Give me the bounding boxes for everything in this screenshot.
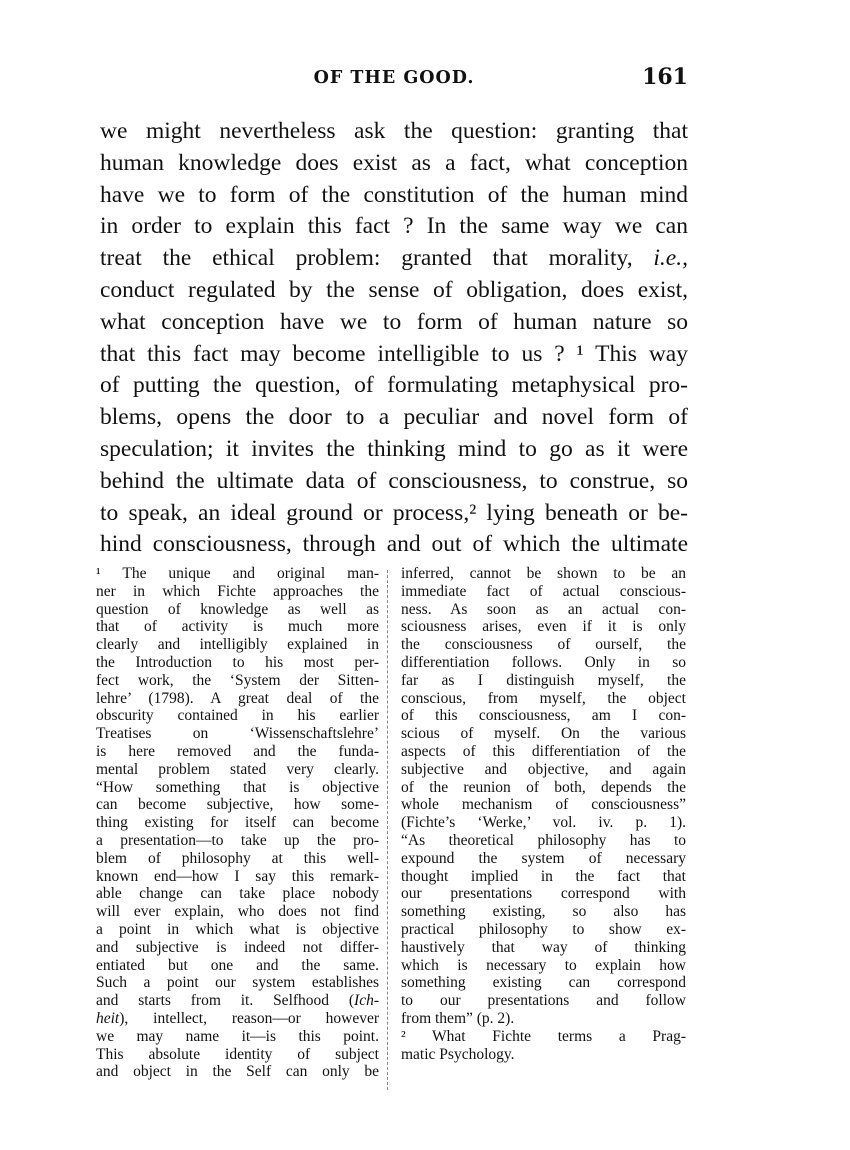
footnote-line: can become subjective, how some-	[96, 796, 379, 814]
footnote-line: matic Psychology.	[401, 1045, 515, 1063]
text-line: we might nevertheless ask the question: granting that	[100, 118, 688, 144]
footnote-line: known end—how I say this remark-	[96, 867, 379, 885]
text-line: speculation; it invites the thinking mind to go as it were	[100, 435, 688, 462]
footnotes-left-column	[96, 565, 379, 1081]
footnote-line: ² What Fichte terms a Prag-	[401, 1027, 686, 1045]
main-text	[100, 116, 688, 561]
column-divider	[387, 570, 388, 1090]
text-line: behind the ultimate data of consciousness, to construe, so	[100, 467, 688, 494]
text-line: to speak, an ideal ground or process,² lying beneath or be-	[100, 499, 688, 526]
footnote-line: obscurity contained in his earlier	[96, 707, 379, 725]
footnote-line: ness. As soon as an actual con-	[401, 600, 686, 618]
footnote-line: whole mechanism of consciousness”	[401, 796, 686, 814]
footnote-line: expound the system of necessary	[401, 849, 686, 867]
footnote-line: scious of myself. On the various	[401, 725, 686, 743]
footnote-line: thing existing for itself can become	[96, 814, 379, 832]
footnote-line: something existing can correspond	[401, 974, 686, 992]
footnote-line: (Fichte’s ‘Werke,’ vol. iv. p. 1).	[401, 814, 686, 832]
text-line: treat the ethical problem: granted that morality, i.e.,	[100, 245, 688, 272]
footnote-line: heit), intellect, reason—or however	[96, 1009, 379, 1027]
footnote-line: lehre’ (1798). A great deal of the	[96, 689, 379, 707]
footnote-line: conscious, from myself, the object	[401, 689, 686, 707]
footnote-line: we may name it—is this point.	[96, 1027, 379, 1045]
footnotes-right-column	[401, 565, 686, 1063]
footnote-line: ¹ The unique and original man-	[96, 565, 379, 582]
footnote-line: and starts from it. Selfhood (Ich-	[96, 992, 379, 1010]
footnote-line: blem of philosophy at this well-	[96, 849, 379, 867]
footnote-line: thought implied in the fact that	[401, 867, 686, 885]
footnote-line: “As theoretical philosophy has to	[401, 831, 686, 849]
footnote-line: a presentation—to take up the pro-	[96, 831, 379, 849]
footnote-line: question of knowledge as well as	[96, 600, 379, 618]
text-line: in order to explain this fact ? In the same way we can	[100, 213, 688, 240]
footnote-line: able change can take place nobody	[96, 885, 379, 903]
footnote-line: will ever explain, who does not find	[96, 903, 379, 921]
footnote-line: of this consciousness, am I con-	[401, 707, 686, 725]
text-line: what conception have we to form of human nature so	[100, 308, 688, 335]
footnote-line: ner in which Fichte approaches the	[96, 582, 379, 600]
footnote-line: inferred, cannot be shown to be an	[401, 565, 686, 582]
text-line: of putting the question, of formulating metaphysical pro-	[100, 372, 688, 399]
footnote-line: “How something that is objective	[96, 778, 379, 796]
footnote-line: that of activity is much more	[96, 618, 379, 636]
footnote-line: differentiation follows. Only in so	[401, 653, 686, 671]
footnote-line: the consciousness of ourself, the	[401, 636, 686, 654]
text-line: that this fact may become intelligible to us ? ¹ This way	[100, 340, 688, 367]
footnote-line: our presentations correspond with	[401, 885, 686, 903]
footnote-line: clearly and intelligibly explained in	[96, 636, 379, 654]
text-line: have we to form of the constitution of the human mind	[100, 181, 688, 208]
text-line: blems, opens the door to a peculiar and novel form of	[100, 404, 688, 431]
text-line: hind consciousness, through and out of which the ultimate	[100, 531, 688, 558]
footnote-line: immediate fact of actual conscious-	[401, 582, 686, 600]
footnote-line: from them” (p. 2).	[401, 1009, 515, 1027]
footnote-line: This absolute identity of subject	[96, 1045, 379, 1063]
footnote-line: the Introduction to his most per-	[96, 653, 379, 671]
footnote-line: practical philosophy to show ex-	[401, 920, 686, 938]
running-title: OF THE GOOD.	[313, 68, 475, 88]
footnote-line: to our presentations and follow	[401, 992, 686, 1010]
text-line: human knowledge does exist as a fact, what conception	[100, 149, 688, 176]
footnote-line: Such a point our system establishes	[96, 974, 379, 992]
footnote-line: Treatises on ‘Wissenschaftslehre’	[96, 725, 379, 743]
page-header	[100, 60, 688, 100]
footnote-line: a point in which what is objective	[96, 920, 379, 938]
footnote-line: sciousness arises, even if it is only	[401, 618, 686, 636]
footnote-line: entiated but one and the same.	[96, 956, 379, 974]
footnote-line: mental problem stated very clearly.	[96, 760, 379, 778]
text-line: conduct regulated by the sense of obligation, does exist,	[100, 276, 688, 303]
footnote-line: is here removed and the funda-	[96, 742, 379, 760]
footnote-line: which is necessary to explain how	[401, 956, 686, 974]
footnote-line: haustively that way of thinking	[401, 938, 686, 956]
footnote-line: and subjective is indeed not differ-	[96, 938, 379, 956]
footnote-line: aspects of this differentiation of the	[401, 742, 686, 760]
footnote-line: subjective and objective, and again	[401, 760, 686, 778]
footnote-line: something existing, so also has	[401, 903, 686, 921]
footnote-line: of the reunion of both, depends the	[401, 778, 686, 796]
footnote-line: fect work, the ‘System der Sitten-	[96, 671, 379, 689]
footnote-line: far as I distinguish myself, the	[401, 671, 686, 689]
footnote-line: and object in the Self can only be	[96, 1063, 379, 1081]
page-number: 161	[642, 64, 688, 90]
